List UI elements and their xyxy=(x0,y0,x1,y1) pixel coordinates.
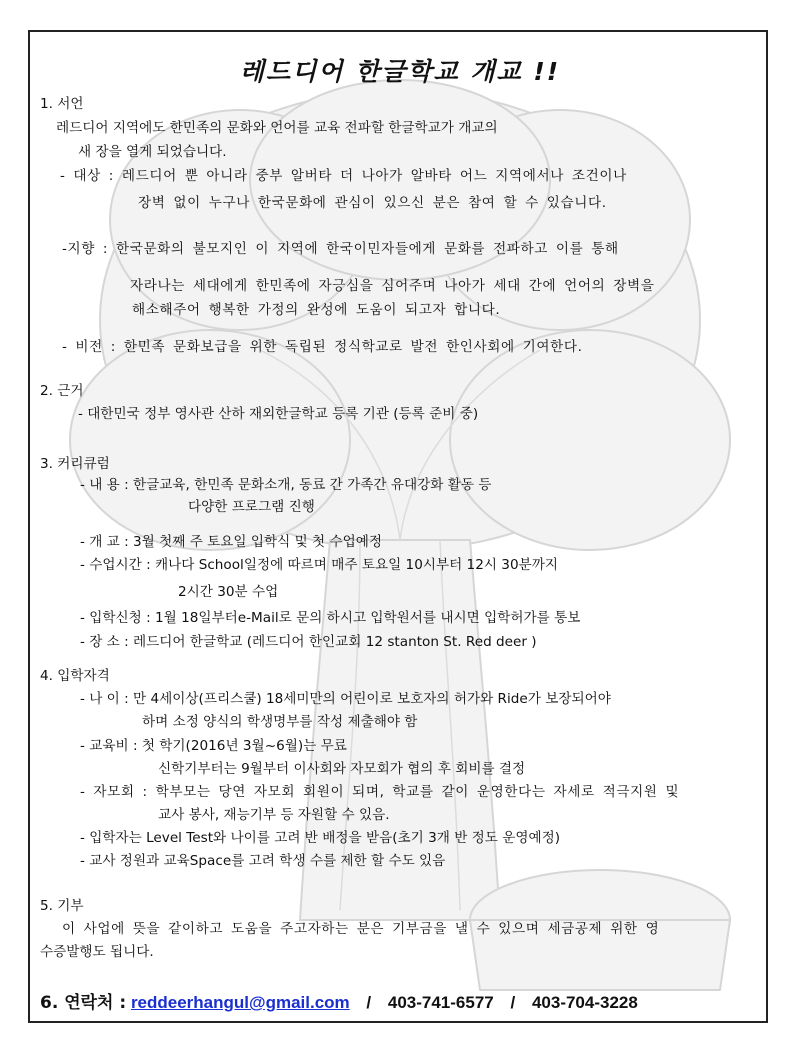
target-line-1: - 대상 : 레드디어 뿐 아니라 중부 알버타 더 나아가 알바타 어느 지역에서나 조건이나 xyxy=(60,168,627,184)
page-title: 레드디어 한글학교 개교 !! xyxy=(239,57,561,86)
section-2-heading: 2. 근거 xyxy=(40,383,84,399)
donation-line-1: 이 사업에 뜻을 같이하고 도움을 주고자하는 분은 기부금을 낼 수 있으며 세금공제 위한 영 xyxy=(62,921,660,937)
age-line-1: - 나 이 : 만 4세이상(프리스쿨) 18세미만의 어린이로 보호자의 허가와 Ride가 보장되어야 xyxy=(80,691,611,707)
contact-line xyxy=(40,988,638,1013)
separator: / xyxy=(510,993,516,1012)
basis-line: - 대한민국 정부 영사관 산하 재외한글학교 등록 기관 (등록 준비 중) xyxy=(78,406,479,422)
section-5-heading: 5. 기부 xyxy=(40,898,84,914)
content-line-1: - 내 용 : 한글교육, 한민족 문화소개, 동료 간 가족간 유대강화 활동 등 xyxy=(80,477,492,493)
apply-line: - 입학신청 : 1월 18일부터e-Mail로 문의 하시고 입학원서를 내시면 입학허가를 통보 xyxy=(80,610,581,626)
phone-1: 403-741-6577 xyxy=(387,993,494,1012)
aim-line-2: 자라나는 세대에게 한민족에 자긍심을 심어주며 나아가 세대 간에 언어의 장벽을 xyxy=(130,278,655,294)
limit-line: - 교사 정원과 교육Space를 고려 학생 수를 제한 할 수도 있음 xyxy=(80,853,446,869)
separator: / xyxy=(366,993,372,1012)
time-line-2: 2시간 30분 수업 xyxy=(178,584,279,600)
time-line-1: - 수업시간 : 캐나다 School일정에 따르며 매주 토요일 10시부터 12시 30분까지 xyxy=(80,557,559,573)
age-line-2: 하며 소정 양식의 학생명부를 작성 제출해야 함 xyxy=(142,714,418,730)
aim-line-3: 해소해주어 행복한 가정의 완성에 도움이 되고자 합니다. xyxy=(132,302,501,318)
intro-line-2: 새 장을 열게 되었습니다. xyxy=(78,144,227,160)
fee-line-1: - 교육비 : 첫 학기(2016년 3월~6월)는 무료 xyxy=(80,738,347,754)
parents-line-2: 교사 봉사, 재능기부 등 자원할 수 있음. xyxy=(158,807,390,823)
intro-line-1: 레드디어 지역에도 한민족의 문화와 언어를 교육 전파할 한글학교가 개교의 xyxy=(56,120,498,136)
parents-line-1: - 자모회 : 학부모는 당연 자모회 회원이 되며, 학교를 같이 운영한다는 자세로 적극지원 및 xyxy=(80,784,680,800)
opening-line: - 개 교 : 3월 첫째 주 토요일 입학식 및 첫 수업예정 xyxy=(80,534,383,550)
contact-label: 6. 연락처 : xyxy=(40,993,127,1013)
aim-line-1: -지향 : 한국문화의 불모지인 이 지역에 한국이민자들에게 문화를 전파하고 이를 통해 xyxy=(62,241,619,257)
level-line: - 입학자는 Level Test와 나이를 고려 반 배정을 받음(초기 3개 반 정도 운영예정) xyxy=(80,830,561,846)
fee-line-2: 신학기부터는 9월부터 이사회와 자모회가 협의 후 회비를 결정 xyxy=(158,761,526,777)
section-1-heading: 1. 서언 xyxy=(40,96,84,112)
section-3-heading: 3. 커리큐럼 xyxy=(40,456,110,472)
email-link[interactable]: reddeerhangul@gmail.com xyxy=(130,993,350,1012)
phone-2: 403-704-3228 xyxy=(531,993,638,1012)
vision-line: - 비전 : 한민족 문화보급을 위한 독립된 정식학교로 발전 한인사회에 기여한다. xyxy=(62,339,583,355)
section-4-heading: 4. 입학자격 xyxy=(40,668,110,684)
donation-line-2: 수증발행도 됩니다. xyxy=(40,944,154,960)
target-line-2: 장벽 없이 누구나 한국문화에 관심이 있으신 분은 참여 할 수 있습니다. xyxy=(138,195,607,211)
place-line: - 장 소 : 레드디어 한글학교 (레드디어 한인교회 12 stanton St. Red deer ) xyxy=(80,634,537,650)
content-line-2: 다양한 프로그램 진행 xyxy=(188,499,315,515)
